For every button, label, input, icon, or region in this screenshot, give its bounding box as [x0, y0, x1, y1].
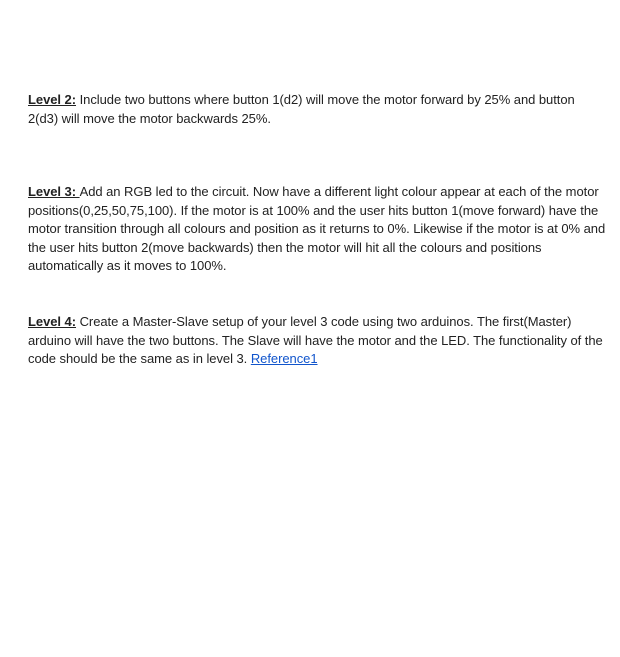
level-3-heading: Level 3:: [28, 184, 80, 199]
level-2-paragraph: [28, 91, 608, 128]
level-4-text: Create a Master-Slave setup of your level 3 code using two arduinos. The first(Master) arduino will have the two buttons. The Slave will have the motor and the LED. The functionality of the code should be the same as in level 3.: [28, 314, 603, 366]
level-2-text: Include two buttons where button 1(d2) will move the motor forward by 25% and button 2(d3) will move the motor backwards 25%.: [28, 92, 575, 126]
level-4-heading: Level 4:: [28, 314, 77, 329]
level-3-text: Add an RGB led to the circuit. Now have a different light colour appear at each of the motor positions(0,25,50,75,100). If the motor is at 100% and the user hits button 1(move forward) have the motor transition through all colours and position as it returns to 0%. Likewise if the motor is at 0% and the user hits button 2(move backwards) then the motor will hit all the colours and positions automatically as it moves to 100%.: [28, 184, 606, 273]
level-3-paragraph: [28, 183, 608, 276]
level-4-paragraph: [28, 313, 608, 369]
reference-link[interactable]: Reference1: [250, 351, 318, 366]
level-2-heading: Level 2:: [28, 92, 77, 107]
